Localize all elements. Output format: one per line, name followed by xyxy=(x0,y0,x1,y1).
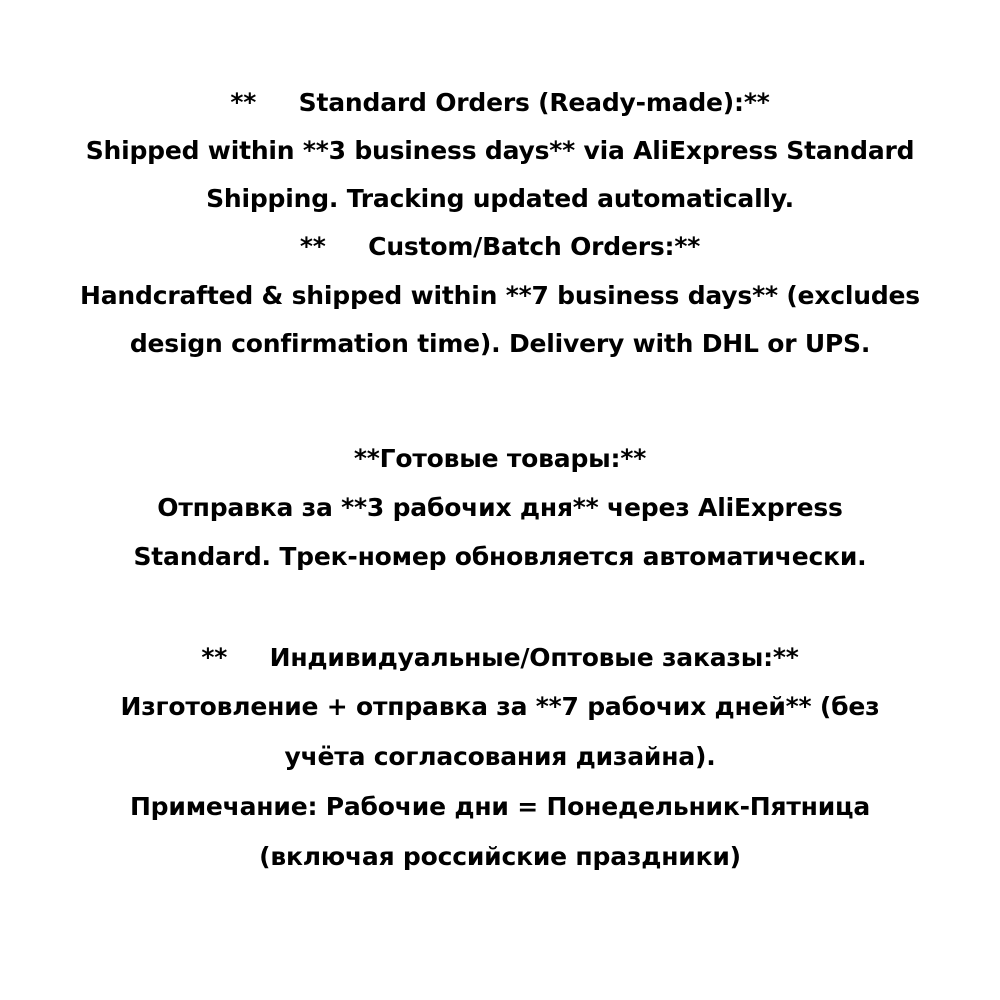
ready-goods-text-line-2-ru: Standard. Трек-номер обновляется автоматически. xyxy=(133,542,867,571)
ready-goods-heading-ru: **Готовые товары:** xyxy=(353,444,647,473)
custom-orders-heading-ru: ** Индивидуальные/Оптовые заказы:** xyxy=(201,643,799,672)
note-line-1-ru: Примечание: Рабочие дни = Понедельник-Пятница xyxy=(129,792,871,821)
note-line-2-ru: (включая российские праздники) xyxy=(259,842,741,871)
custom-orders-text-line-2-ru: учёта согласования дизайна). xyxy=(284,742,716,771)
custom-orders-text-line-2: design confirmation time). Delivery with DHL or UPS. xyxy=(129,329,871,358)
standard-orders-text-line-2: Shipping. Tracking updated automatically. xyxy=(206,184,794,213)
custom-orders-text-line-1-ru: Изготовление + отправка за **7 рабочих дней** (без xyxy=(120,692,880,721)
standard-orders-text-line-1: Shipped within **3 business days** via AliExpress Standard xyxy=(85,136,915,165)
custom-orders-heading: ** Custom/Batch Orders:** xyxy=(299,232,701,261)
custom-orders-text-line-1: Handcrafted & shipped within **7 business days** (excludes xyxy=(80,281,920,310)
standard-orders-heading: ** Standard Orders (Ready-made):** xyxy=(230,88,770,117)
ready-goods-text-line-1-ru: Отправка за **3 рабочих дня** через AliExpress xyxy=(157,493,843,522)
